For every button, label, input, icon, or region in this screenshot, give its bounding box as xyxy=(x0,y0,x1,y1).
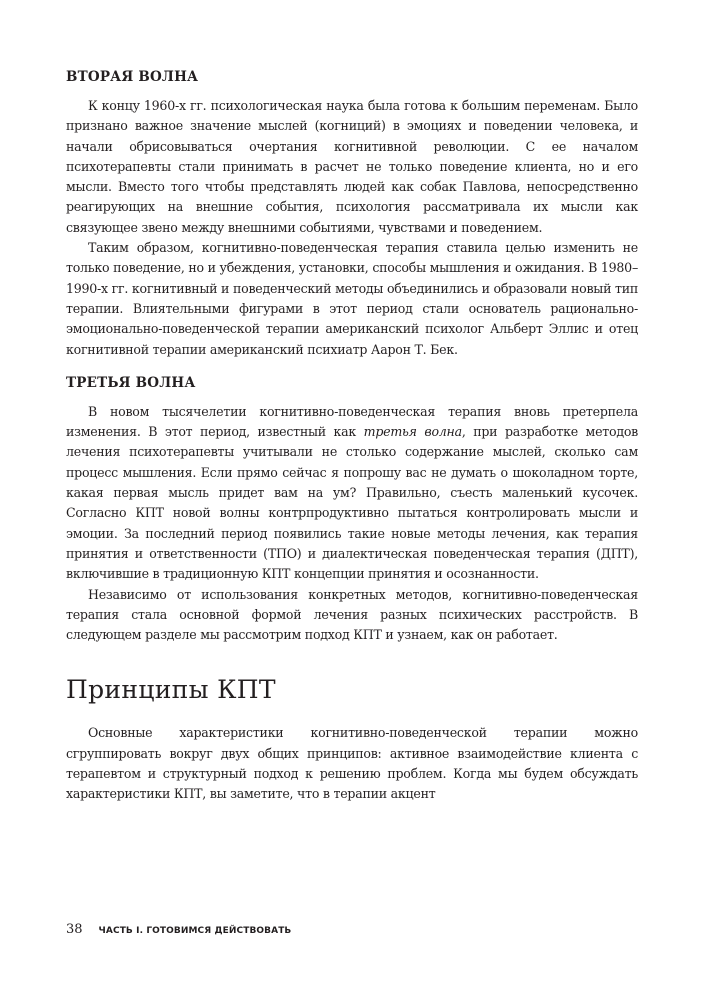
running-title: ЧАСТЬ I. ГОТОВИМСЯ ДЕЙСТВОВАТЬ xyxy=(98,926,292,936)
paragraph: Основные характеристики когнитивно-поведенческой терапии можно сгруппировать вокруг двух общих принципов: активное взаимодействие клиента с терапевтом и структурный подход к решению проблем. Когда мы будем обсуждать характеристики КПТ, вы заметите, что в терапии акцент xyxy=(66,725,638,802)
paragraph-text: , при разработке методов лечения психотерапевты учитывали не столько содержание мыслей, сколько сам процесс мышления. Если прямо сейчас я попрошу вас не думать о шоколадном торте, какая первая мысль придет вам на ум? Правильно, съесть маленький кусочек. Согласно КПТ новой волны контрпродуктивно пытаться контролировать мысли и эмоции. За последний период появились такие новые методы лечения, как терапия принятия и ответственности (ТПО) и диалектическая поведенческая терапия (ДПТ), включившие в традиционную КПТ концепции принятия и осознанности. xyxy=(66,424,638,582)
page-number: 38 xyxy=(66,922,83,937)
chapter-title: Принципы КПТ xyxy=(66,675,276,705)
paragraph: К концу 1960-х гг. психологическая наука была готова к большим переменам. Было признано важное значение мыслей (когниций) в эмоциях и поведении человека, и начали обрисовываться очертания когнитивной революции. С ее началом психотерапевты стали принимать в расчет не только поведение клиента, но и его мысли. Вместо того чтобы представлять людей как собак Павлова, непосредственно реагирующих на внешние события, психология рассматривала их мысли как связующее звено между внешними событиями, чувствами и поведением. xyxy=(66,98,638,235)
paragraph xyxy=(66,402,638,585)
paragraph: Таким образом, когнитивно-поведенческая терапия ставила целью изменить не только поведение, но и убеждения, установки, способы мышления и ожидания. В 1980–1990-х гг. когнитивный и поведенческий методы объединились и образовали новый тип терапии. Влиятельными фигурами в этот период стали основатель рационально-эмоционально-поведенческой терапии американский психолог Альберт Эллис и отец когнитивной терапии американский психиатр Аарон Т. Бек. xyxy=(66,240,638,357)
section-heading-second-wave: ВТОРАЯ ВОЛНА xyxy=(66,69,199,85)
section-heading-third-wave: ТРЕТЬЯ ВОЛНА xyxy=(66,374,196,391)
paragraph: Независимо от использования конкретных методов, когнитивно-поведенческая терапия стала основной формой лечения разных психических расстройств. В следующем разделе мы рассмотрим подход КПТ и узнаем, как он работает. xyxy=(66,586,638,643)
paragraph-text: В новом тысячелетии когнитивно-поведенческая терапия вновь претерпела изменения. В этот период, известный как xyxy=(66,403,638,440)
emphasis-text: третья волна xyxy=(363,424,462,440)
page-body xyxy=(66,68,638,805)
page-footer xyxy=(66,922,291,937)
